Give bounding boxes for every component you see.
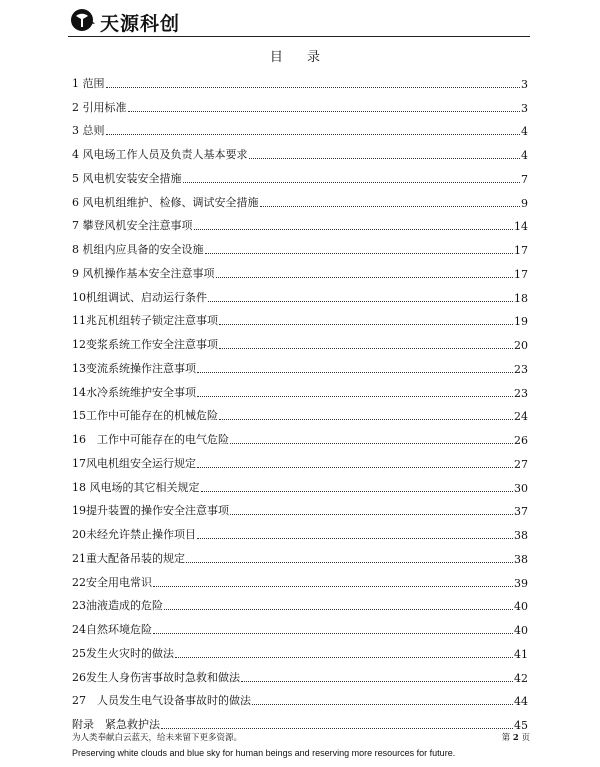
toc-entry-title: 8 机组内应具备的安全设施 — [72, 243, 204, 256]
toc-entry-page: 38 — [514, 529, 528, 542]
toc-entry[interactable] — [72, 495, 528, 519]
toc-entry-page: 9 — [521, 196, 528, 210]
toc-entry-title: 1 范围 — [72, 76, 105, 90]
toc-leader-dots — [230, 442, 513, 444]
toc-leader-dots — [197, 466, 513, 468]
toc-leader-dots — [208, 300, 513, 302]
toc-entry-title: 27 人员发生电气设备事故时的做法 — [72, 694, 251, 708]
table-of-contents — [72, 67, 528, 732]
toc-entry-page: 38 — [514, 552, 528, 566]
toc-entry[interactable] — [72, 305, 528, 329]
toc-entry-title: 14水冷系统维护安全事项 — [72, 385, 196, 399]
page-indicator — [502, 731, 530, 743]
toc-leader-dots — [216, 276, 514, 278]
toc-leader-dots — [241, 680, 513, 682]
toc-entry-title: 7 攀登风机安全注意事项 — [72, 219, 193, 233]
toc-entry[interactable] — [72, 352, 528, 376]
toc-entry-page: 41 — [514, 647, 528, 661]
toc-entry-page: 4 — [521, 125, 528, 139]
toc-entry-page: 18 — [514, 291, 528, 305]
toc-entry-title: 9 风机操作基本安全注意事项 — [72, 266, 215, 280]
toc-entry[interactable] — [72, 471, 528, 495]
toc-entry[interactable] — [72, 685, 528, 709]
toc-entry-page: 19 — [514, 315, 528, 329]
toc-entry-title: 26发生人身伤害事故时急救和做法 — [72, 670, 240, 684]
toc-entry-title: 15工作中可能存在的机械危险 — [72, 409, 218, 423]
toc-entry[interactable] — [72, 67, 528, 91]
toc-entry[interactable] — [72, 447, 528, 471]
toc-entry[interactable] — [72, 590, 528, 614]
toc-leader-dots — [194, 228, 514, 230]
toc-entry[interactable] — [72, 661, 528, 685]
toc-entry-title: 10机组调试、启动运行条件 — [72, 290, 207, 304]
toc-entry-title: 2 引用标准 — [72, 100, 127, 114]
toc-entry-title: 附录 紧急救护法 — [72, 718, 160, 731]
toc-entry[interactable] — [72, 423, 528, 447]
toc-entry-page: 44 — [514, 695, 528, 709]
toc-entry-title: 6 风电机组维护、检修、调试安全措施 — [72, 195, 259, 209]
toc-entry-title: 11兆瓦机组转子锁定注意事项 — [72, 314, 218, 328]
toc-leader-dots — [106, 86, 521, 88]
toc-leader-dots — [249, 157, 521, 159]
toc-entry-page: 24 — [514, 410, 528, 424]
toc-entry-title: 23油液造成的危险 — [72, 599, 163, 613]
toc-entry-page: 14 — [514, 220, 528, 234]
toc-entry-page: 3 — [521, 77, 528, 91]
toc-entry-title: 21重大配备吊装的规定 — [72, 551, 185, 565]
toc-entry-page: 17 — [514, 244, 528, 257]
toc-entry[interactable] — [72, 138, 528, 162]
toc-leader-dots — [230, 513, 513, 515]
toc-leader-dots — [153, 585, 513, 587]
toc-title: 目 录 — [269, 50, 331, 65]
toc-entry-page: 23 — [514, 386, 528, 400]
toc-entry-page: 39 — [514, 576, 528, 590]
toc-entry-title: 18 风电场的其它相关规定 — [72, 480, 200, 494]
toc-entry[interactable] — [72, 518, 528, 542]
toc-entry[interactable] — [72, 210, 528, 234]
toc-entry-title: 25发生火灾时的做法 — [72, 646, 174, 660]
toc-leader-dots — [252, 703, 513, 705]
toc-leader-dots — [183, 181, 521, 183]
toc-entry-title: 19提升装置的操作安全注意事项 — [72, 504, 229, 518]
toc-entry-title: 12变浆系统工作安全注意事项 — [72, 338, 218, 351]
toc-entry-page: 42 — [514, 671, 528, 685]
toc-entry-page: 3 — [521, 101, 528, 115]
toc-entry-page: 7 — [521, 172, 528, 186]
toc-entry-title: 17风电机组安全运行规定 — [72, 456, 196, 470]
toc-leader-dots — [186, 561, 513, 563]
toc-entry[interactable] — [72, 542, 528, 566]
toc-entry[interactable] — [72, 91, 528, 115]
brand-name: 天源科创 — [100, 13, 181, 35]
toc-entry-page: 27 — [514, 457, 528, 471]
toc-entry[interactable] — [72, 186, 528, 210]
toc-leader-dots — [219, 418, 513, 420]
footer-slogan-cn: 为人类奉献白云蓝天，给未来留下更多资源。 — [72, 733, 243, 743]
footer-slogan-en: Preserving white clouds and blue sky for human beings and reserving more resources for future. — [72, 748, 456, 758]
toc-entry[interactable] — [72, 566, 528, 590]
toc-leader-dots — [205, 252, 514, 254]
toc-leader-dots — [219, 347, 513, 349]
page-prefix: 第 — [501, 733, 511, 743]
page-suffix: 页 — [521, 733, 530, 743]
toc-entry[interactable] — [72, 233, 528, 257]
toc-entry[interactable] — [72, 257, 528, 281]
toc-entry-page: 26 — [514, 434, 528, 447]
toc-entry-page: 17 — [514, 267, 528, 281]
toc-entry[interactable] — [72, 400, 528, 424]
page-header — [68, 6, 530, 37]
toc-entry-page: 4 — [521, 149, 528, 162]
toc-leader-dots — [161, 727, 513, 729]
company-logo-icon — [70, 8, 96, 32]
toc-entry-page: 20 — [514, 339, 528, 352]
toc-entry-page: 30 — [514, 481, 528, 495]
toc-entry[interactable] — [72, 708, 528, 732]
toc-leader-dots — [197, 371, 513, 373]
toc-leader-dots — [260, 205, 521, 207]
toc-entry-title: 3 总则 — [72, 124, 105, 138]
toc-entry-page: 45 — [514, 719, 528, 732]
toc-leader-dots — [153, 632, 513, 634]
toc-leader-dots — [164, 608, 513, 610]
toc-entry-title: 22安全用电常识 — [72, 575, 152, 589]
toc-entry-title: 13变流系统操作注意事项 — [72, 361, 196, 375]
toc-entry[interactable] — [72, 281, 528, 305]
toc-leader-dots — [106, 133, 521, 135]
toc-entry-title: 24自然环境危险 — [72, 623, 152, 636]
toc-leader-dots — [175, 656, 513, 658]
toc-leader-dots — [128, 110, 521, 112]
toc-entry-title: 5 风电机安装安全措施 — [72, 171, 182, 185]
toc-entry[interactable] — [72, 115, 528, 139]
toc-entry-page: 40 — [514, 600, 528, 614]
toc-entry-page: 40 — [514, 624, 528, 637]
toc-entry[interactable] — [72, 613, 528, 637]
toc-leader-dots — [201, 490, 514, 492]
toc-entry[interactable] — [72, 637, 528, 661]
toc-entry-title: 20未经允许禁止操作项目 — [72, 528, 196, 541]
toc-entry-title: 16 工作中可能存在的电气危险 — [72, 433, 229, 446]
toc-entry-page: 37 — [514, 505, 528, 519]
toc-leader-dots — [197, 537, 513, 539]
toc-entry-page: 23 — [514, 362, 528, 376]
toc-leader-dots — [219, 323, 513, 325]
toc-entry[interactable] — [72, 162, 528, 186]
toc-leader-dots — [197, 395, 513, 397]
toc-entry[interactable] — [72, 376, 528, 400]
page-number: 2 — [512, 733, 519, 743]
toc-entry-title: 4 风电场工作人员及负责人基本要求 — [72, 148, 248, 161]
toc-entry[interactable] — [72, 328, 528, 352]
